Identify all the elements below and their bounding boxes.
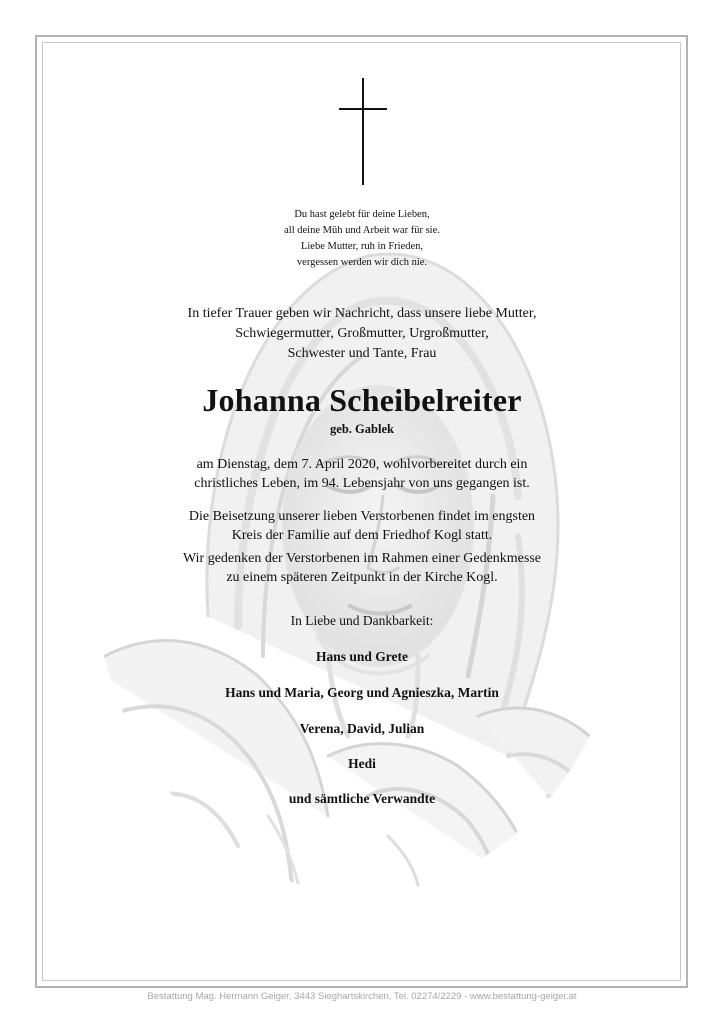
poem-line: Liebe Mutter, ruh in Frieden, <box>300 241 424 252</box>
funeral-home-footer: Bestattung Mag. Hermann Geiger, 3443 Sieghartskirchen, Tel. 02274/2229 - www.bestattung-geiger.at <box>147 991 577 1002</box>
deceased-name: Johanna Scheibelreiter <box>202 382 522 418</box>
poem-line: vergessen werden wir dich nie. <box>296 257 428 268</box>
family-line: Verena, David, Julian <box>299 721 425 736</box>
thanks-line: In Liebe und Dankbarkeit: <box>290 613 434 628</box>
maiden-name: geb. Gablek <box>330 422 394 436</box>
memorial-mass-notice <box>0 549 724 587</box>
latin-cross-icon <box>339 78 387 185</box>
death-notice-line: am Dienstag, dem 7. April 2020, wohlvorbereitet durch ein <box>196 457 528 472</box>
mass-line: zu einem späteren Zeitpunkt in der Kirche Kogl. <box>226 570 498 585</box>
family-line: Hedi <box>348 756 376 771</box>
poem-line: Du hast gelebt für deine Lieben, <box>294 209 430 220</box>
intro-line: In tiefer Trauer geben wir Nachricht, dass unsere liebe Mutter, <box>187 306 537 321</box>
death-notice <box>0 455 724 493</box>
intro-line: Schwester und Tante, Frau <box>287 346 437 361</box>
burial-line: Kreis der Familie auf dem Friedhof Kogl statt. <box>231 528 493 543</box>
burial-line: Die Beisetzung unserer lieben Verstorbenen findet im engsten <box>188 509 536 524</box>
death-notice-line: christliches Leben, im 94. Lebensjahr von uns gegangen ist. <box>194 476 530 491</box>
announcement-intro <box>0 304 724 364</box>
family-line: Hans und Maria, Georg und Agnieszka, Martin <box>225 685 499 700</box>
family-line: und sämtliche Verwandte <box>288 791 436 806</box>
intro-line: Schwiegermutter, Großmutter, Urgroßmutter, <box>235 326 489 341</box>
poem-line: all deine Müh und Arbeit war für sie. <box>284 225 440 236</box>
memorial-poem <box>0 207 724 271</box>
mass-line: Wir gedenken der Verstorbenen im Rahmen einer Gedenkmesse <box>183 551 541 566</box>
family-line: Hans und Grete <box>315 649 408 664</box>
burial-notice <box>0 507 724 545</box>
